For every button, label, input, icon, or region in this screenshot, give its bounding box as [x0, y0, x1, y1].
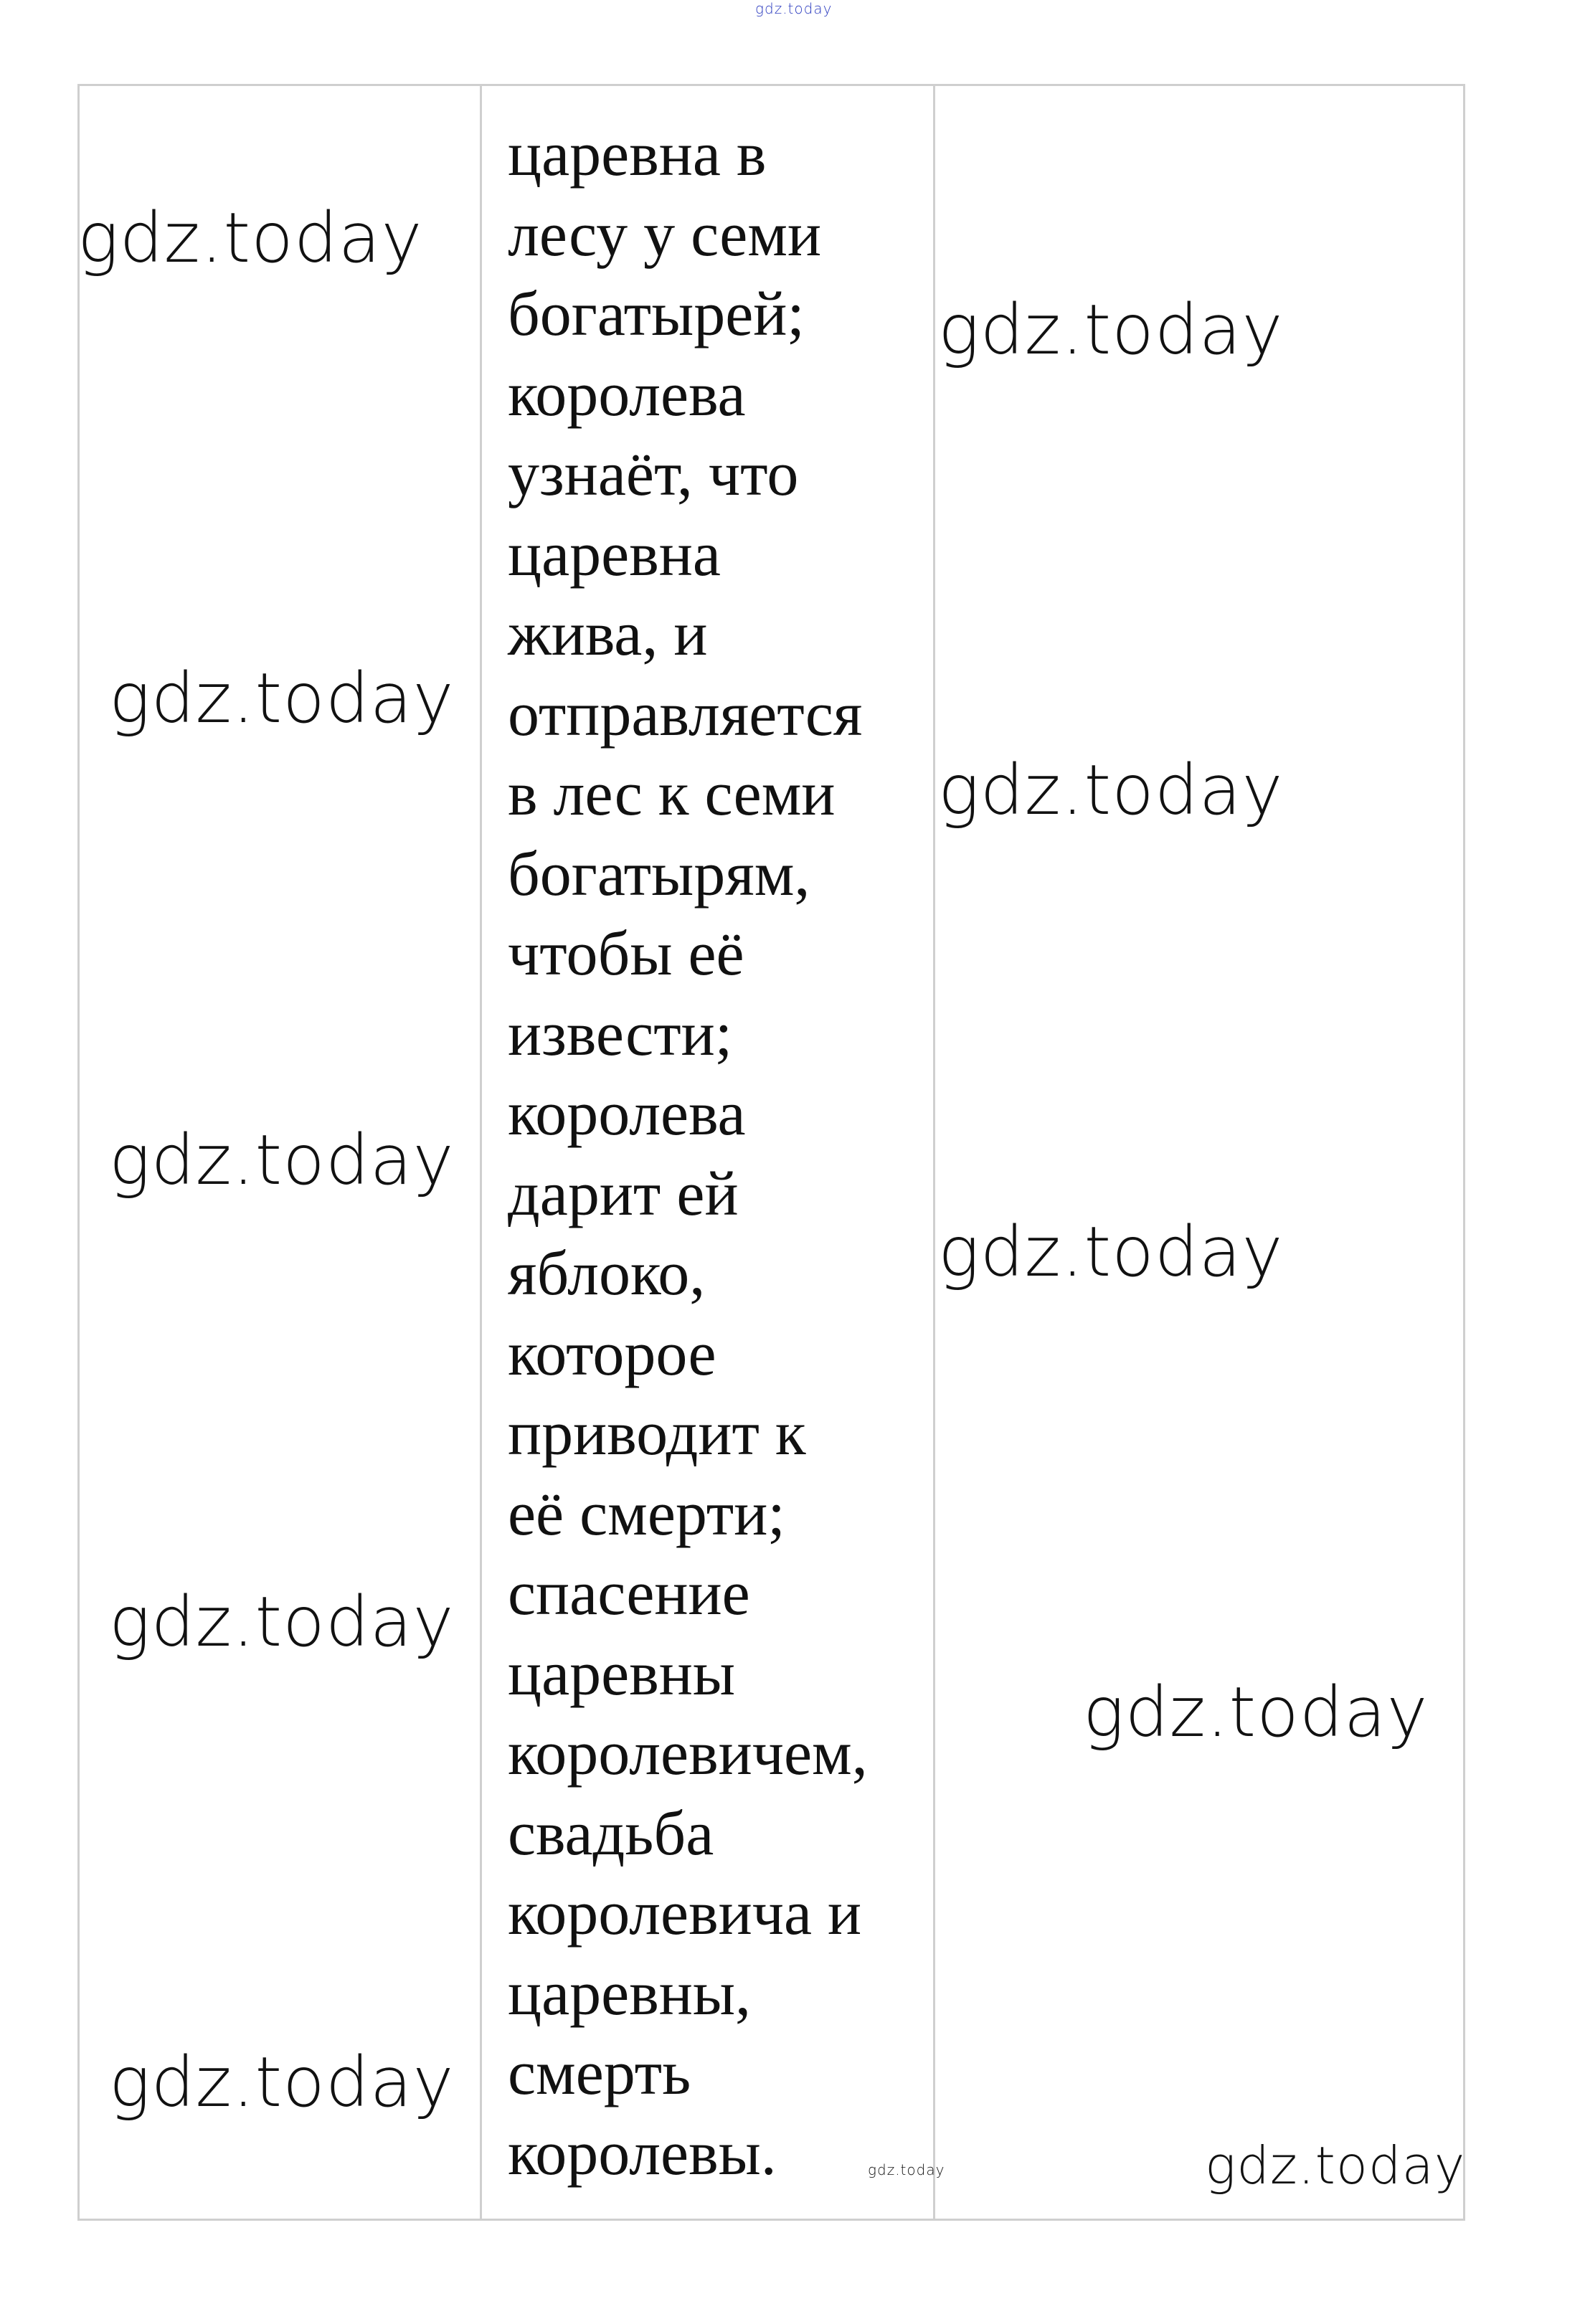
column-divider-1	[480, 86, 482, 2219]
watermark-col1-2: gdz.today	[109, 658, 455, 739]
table-cell-text: царевна в лесу у семи богатырей; королева узнаёт, что царевна жива, и отправляется в лес к семи богатырям, чтобы её извести; королева дарит ей яблоко, которое приводит к её смерти; спасение царевны королевичем, свадьба королевича и царевны, смерть королевы.	[508, 120, 868, 2188]
watermark-col1-5: gdz.today	[109, 2042, 455, 2123]
watermark-col1-4: gdz.today	[109, 1582, 455, 1662]
watermark-col3-1: gdz.today	[938, 290, 1284, 370]
column-divider-2	[933, 86, 935, 2219]
watermark-col1-1: gdz.today	[77, 198, 423, 278]
watermark-col3-3: gdz.today	[938, 1212, 1284, 1292]
watermark-top: gdz.today	[755, 0, 833, 17]
watermark-col3-2: gdz.today	[938, 750, 1284, 830]
watermark-col3-5: gdz.today	[1205, 2135, 1466, 2196]
watermark-col3-4: gdz.today	[1083, 1672, 1429, 1753]
watermark-col1-3: gdz.today	[109, 1120, 455, 1200]
watermark-cell-small: gdz.today	[868, 2161, 945, 2178]
